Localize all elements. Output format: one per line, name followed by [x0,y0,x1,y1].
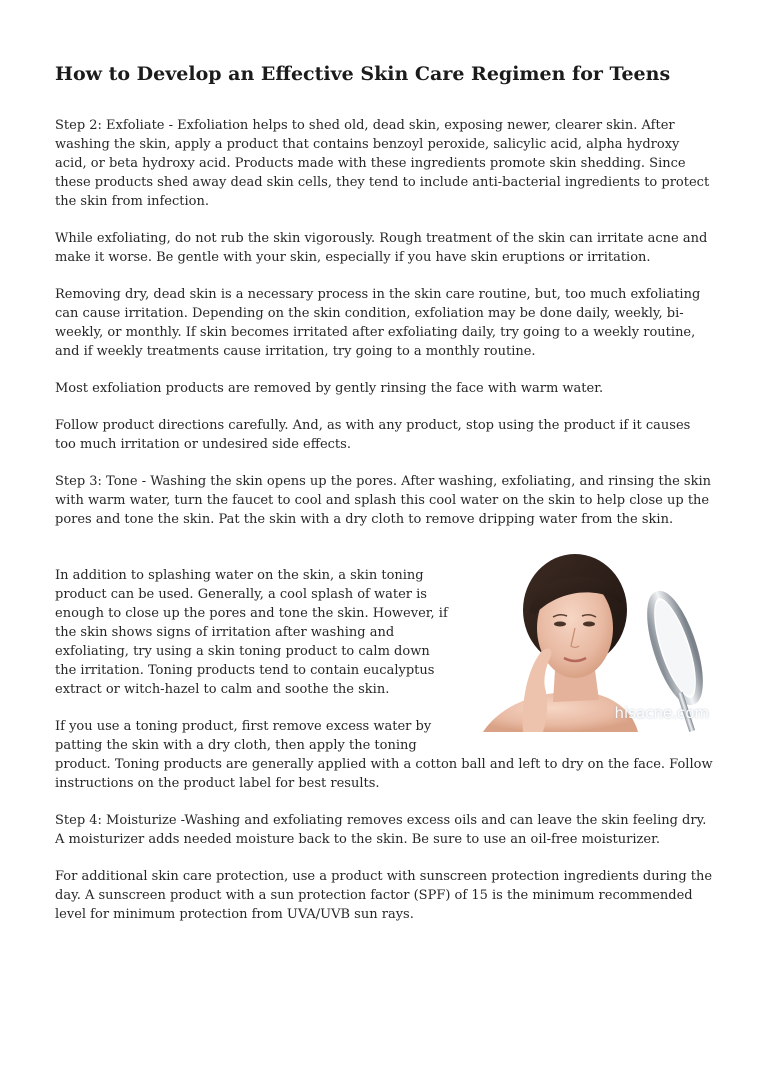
paragraph-apply-toner: If you use a toning product, first remove excess water by patting the skin with a dry cloth, then apply the toning product. Toning products are generally applied with a cotton ball and left to dry on the face. Follow instructions on the product label for best results. [55,719,713,791]
paragraph-exfoliate: Step 2: Exfoliate - Exfoliation helps to shed old, dead skin, exposing newer, clearer skin. After washing the skin, apply a product that contains benzoyl peroxide, salicylic acid, alpha hydroxy acid, or beta hydroxy acid. Products made with these ingredients promote skin shedding. Since these products shed away dead skin cells, they tend to include anti-bacterial ingredients to protect the skin from infection. [55,118,710,209]
document-page [55,60,715,924]
paragraph-directions: Follow product directions carefully. And, as with any product, stop using the product if it causes too much irritation or undesired side effects. [55,418,691,452]
page-title: How to Develop an Effective Skin Care Regimen for Teens [55,63,671,85]
paragraph-toning-product: In addition to splashing water on the skin, a skin toning product can be used. Generally, a cool splash of water is enough to close up the pores and tone the skin. However, if the skin shows signs of irritation after washing and exfoliating, try using a skin toning product to calm down the irritation. Toning products tend to contain eucalyptus extract or witch-hazel to calm and soothe the skin. [55,568,448,697]
paragraph-tone: Step 3: Tone - Washing the skin opens up the pores. After washing, exfoliating, and rinsing the skin with warm water, turn the faucet to cool and splash this cool water on the skin to help close up the pores and tone the skin. Pat the skin with a dry cloth to remove dripping water from the skin. [55,474,711,527]
paragraph-gentle: While exfoliating, do not rub the skin vigorously. Rough treatment of the skin can irritate acne and make it worse. Be gentle with your skin, especially if you have skin eruptions or irritation. [55,231,708,265]
image-watermark: hisacne.com [614,704,709,722]
paragraph-sunscreen: For additional skin care protection, use a product with sunscreen protection ingredients during the day. A sunscreen product with a sun protection factor (SPF) of 15 is the minimum recommended level for minimum protection from UVA/UVB sun rays. [55,869,713,922]
paragraph-frequency: Removing dry, dead skin is a necessary process in the skin care routine, but, too much exfoliating can cause irritation. Depending on the skin condition, exfoliation may be done daily, weekly, bi-weekly, or monthly. If skin becomes irritated after exfoliating daily, try going to a weekly routine, and if weekly treatments cause irritation, try going to a monthly routine. [55,287,701,359]
woman-with-mirror-image [463,552,715,732]
paragraph-moisturize: Step 4: Moisturize -Washing and exfoliating removes excess oils and can leave the skin feeling dry. A moisturizer adds needed moisture back to the skin. Be sure to use an oil-free moisturizer. [55,813,707,847]
paragraph-rinse: Most exfoliation products are removed by gently rinsing the face with warm water. [55,381,604,396]
